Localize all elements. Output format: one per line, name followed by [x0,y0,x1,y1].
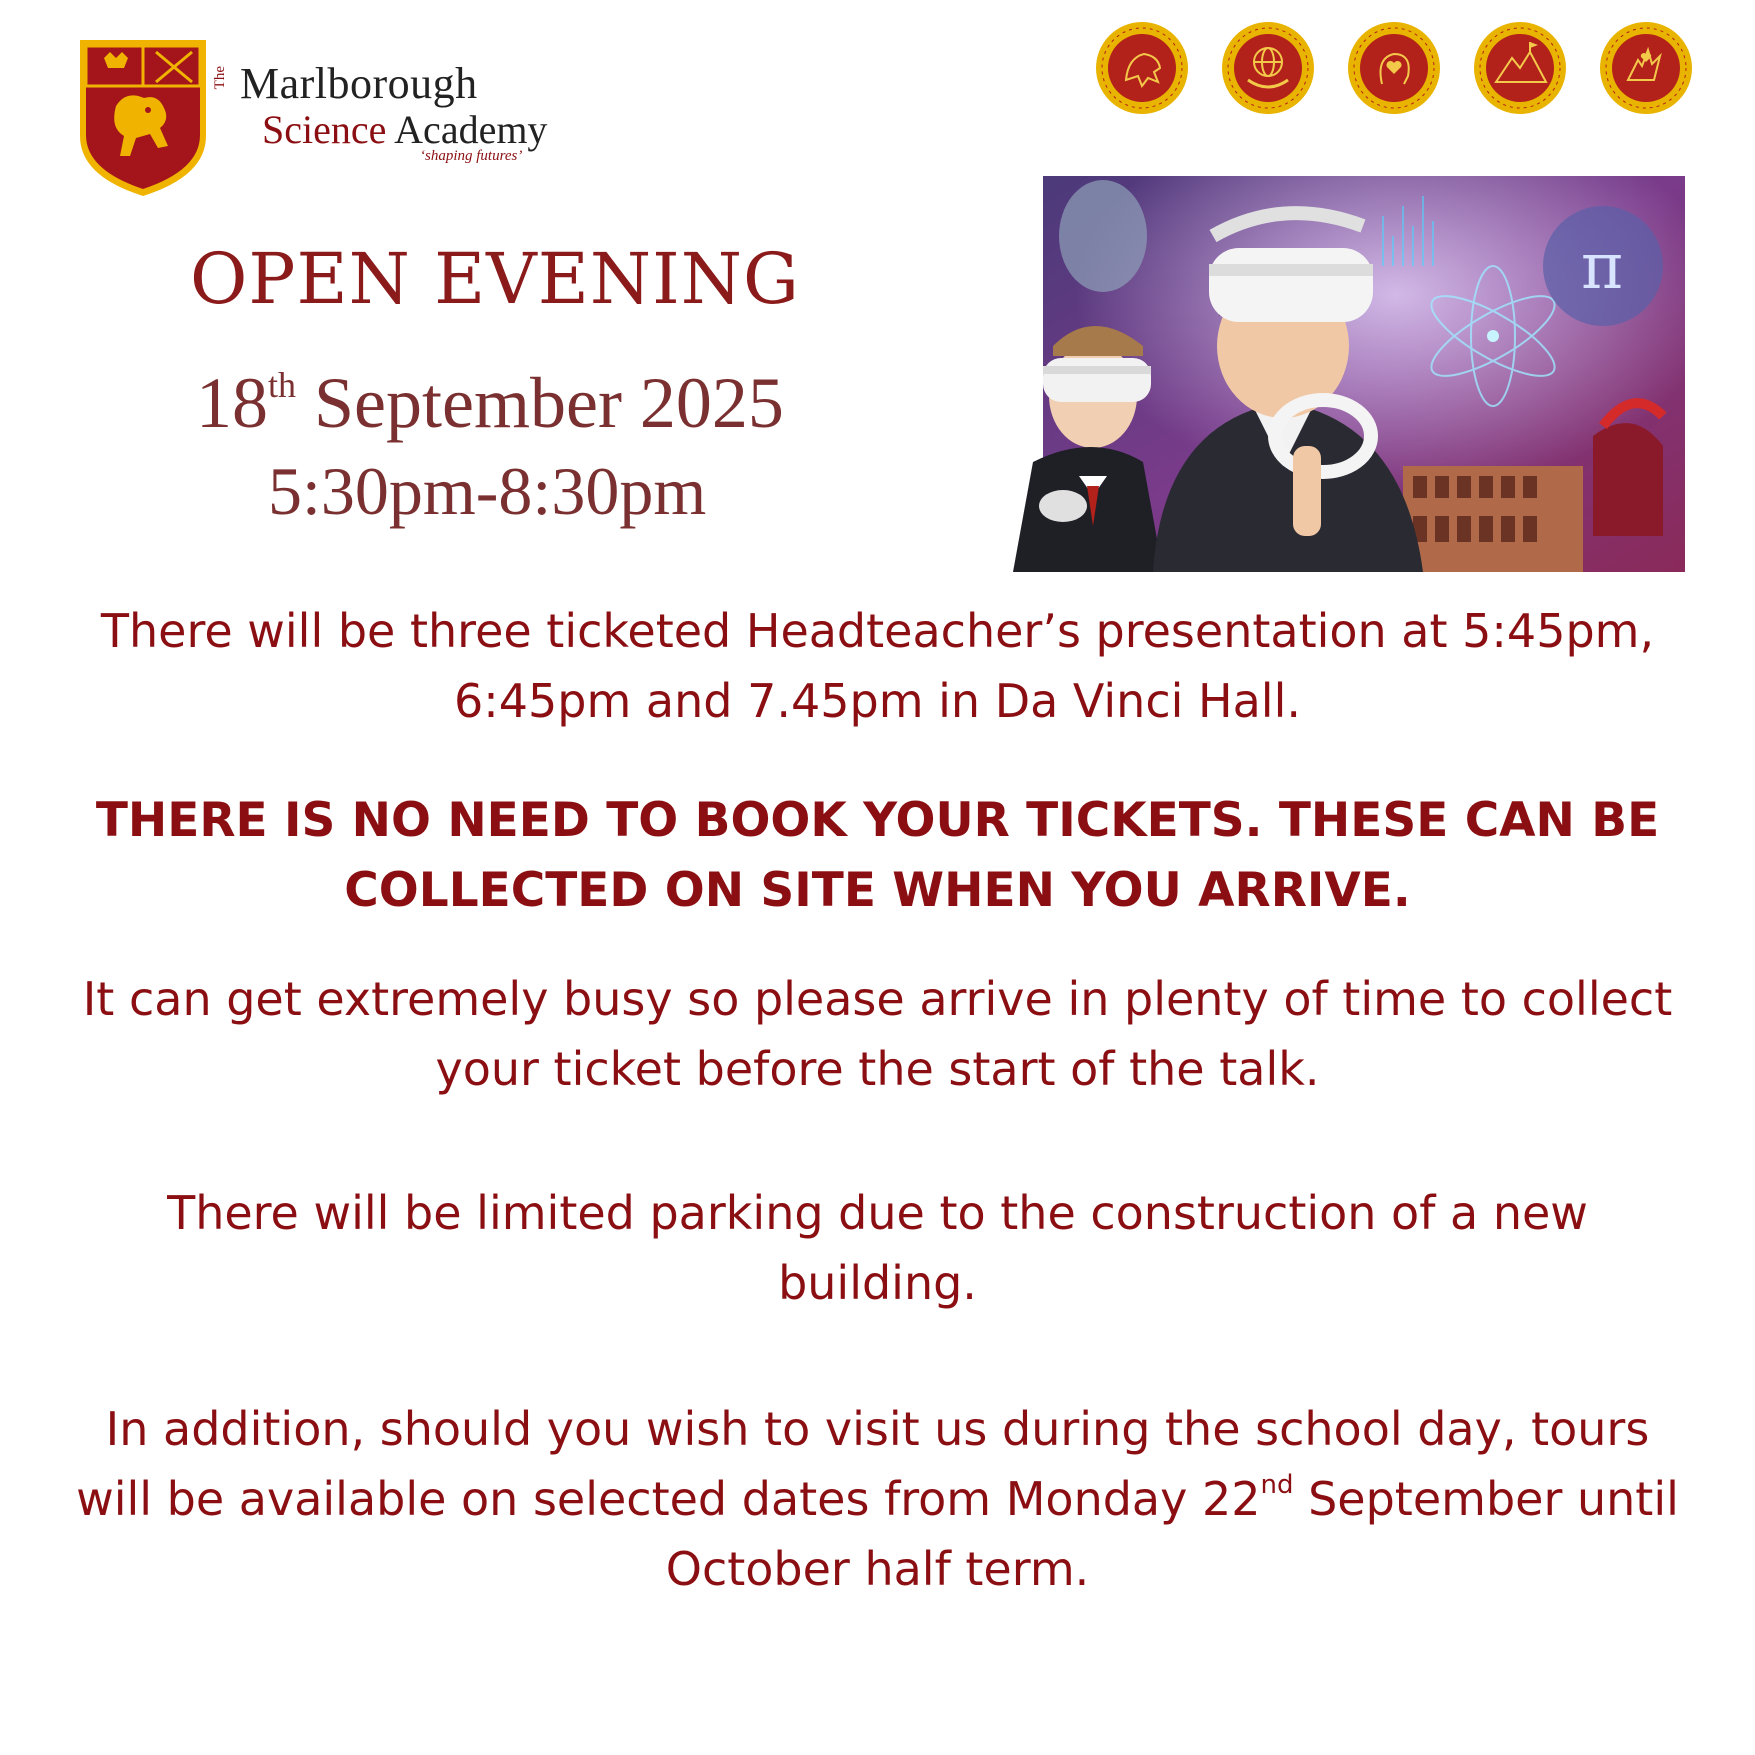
school-tours-paragraph [0,1394,1755,1604]
event-date [196,362,784,445]
ticket-notice-line1: THERE IS NO NEED TO BOOK YOUR TICKETS. THESE CAN BE [95,793,1660,848]
school-tours-line2-start: will be available on selected dates from Monday 22 [76,1472,1261,1526]
parking-notice-paragraph [0,1178,1755,1318]
school-tours-line3: October half term. [665,1542,1090,1596]
vr-students-photo [983,176,1685,572]
ticket-notice [0,786,1755,926]
compassion-badge-icon [1220,20,1316,116]
endeavour-badge-icon [1472,20,1568,116]
event-date-rest: September 2025 [296,363,784,443]
logo-the-text: The [212,66,228,90]
presentation-info-paragraph [0,596,1755,736]
presentation-info-line1: There will be three ticketed Headteacher’s presentation at 5:45pm, [100,604,1655,658]
school-tours-date-suffix: nd [1260,1470,1294,1500]
ticket-notice-line2: COLLECTED ON SITE WHEN YOU ARRIVE. [344,863,1411,918]
arrival-advice-paragraph [0,964,1755,1104]
logo-tagline: ‘shaping futures’ [420,148,523,164]
event-date-day: 18 [196,363,268,443]
logo-science-word: Science [262,107,387,152]
event-title: OPEN EVENING [190,238,800,320]
courage-badge-icon [1094,20,1190,116]
event-time: 5:30pm-8:30pm [268,453,707,529]
school-tours-line2 [0,1464,1755,1534]
school-tours-line1: In addition, should you wish to visit us during the school day, tours [105,1402,1650,1456]
svg-text:π: π [1581,230,1624,304]
parking-notice-line1: There will be limited parking due to the construction of a new [167,1186,1588,1240]
logo-academy-word: Academy [394,107,548,152]
logo-school-name: Marlborough [240,59,478,108]
parking-notice-line2: building. [778,1256,977,1310]
arrival-advice-line2: your ticket before the start of the talk. [435,1042,1320,1096]
event-date-suffix: th [268,365,297,405]
presentation-info-line2: 6:45pm and 7.45pm in Da Vinci Hall. [454,674,1301,728]
logo-school-subname [262,106,547,153]
dignity-badge-icon [1346,20,1442,116]
school-tours-line2-end: September until [1293,1472,1679,1526]
crest-icon [76,36,210,200]
arrival-advice-line1: It can get extremely busy so please arrive in plenty of time to collect [82,972,1673,1026]
kindness-badge-icon [1598,20,1694,116]
